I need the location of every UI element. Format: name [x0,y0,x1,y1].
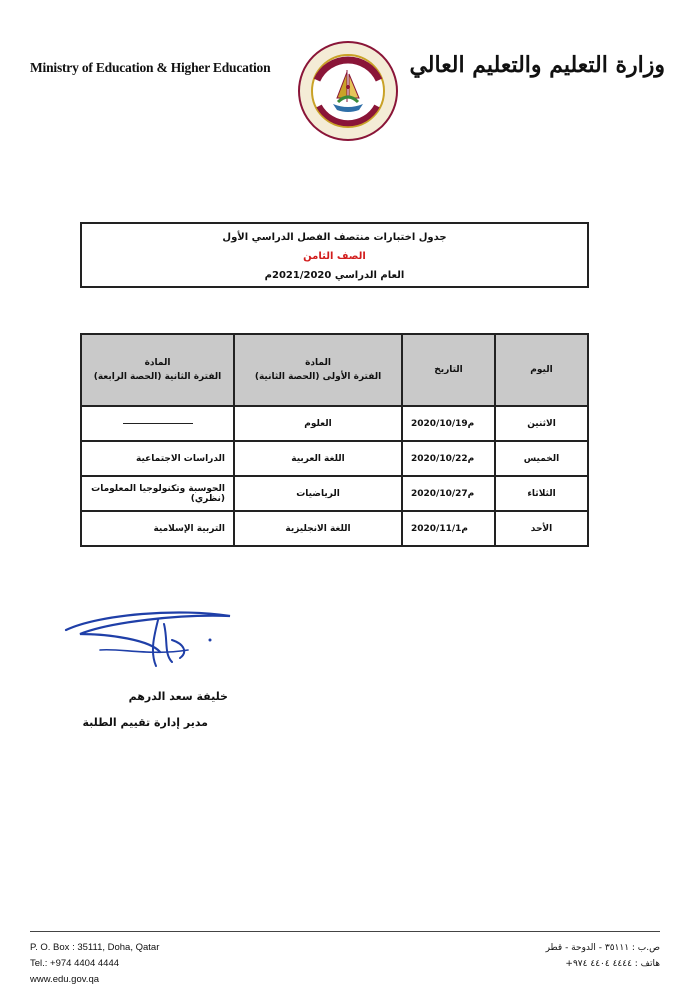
academic-year: العام الدراسي 2021/2020م [264,270,405,281]
cell-date: 2020/11/1م [402,511,495,546]
cell-period-2-empty [81,406,234,441]
cell-day: الأحد [495,511,588,546]
footer-pobox-ar: ص.ب : ٣٥١١١ - الدوحة - قطر [545,943,660,953]
footer-website: www.edu.gov.qa [30,974,100,985]
table-row [81,441,588,476]
cell-day: الاثنين [495,406,588,441]
footer-divider [30,931,660,932]
cell-period-2: الحوسبة وتكنولوجيا المعلومات (نظري) [81,476,234,511]
cell-date: 2020/10/27م [402,476,495,511]
header-period-2 [81,334,234,406]
cell-period-1: اللغة الانجليزية [234,511,402,546]
table-header-row [81,334,588,406]
empty-dash [123,423,193,424]
cell-date: 2020/10/22م [402,441,495,476]
cell-date: 2020/10/19م [402,406,495,441]
table-row [81,406,588,441]
exam-title: جدول اختبارات منتصف الفصل الدراسي الأول [222,232,447,243]
cell-period-1: اللغة العربية [234,441,402,476]
footer-tel-en: Tel.: +974 4404 4444 [30,958,120,969]
grade-label: الصف الثامن [303,251,366,262]
footer-tel-ar: هاتف : ٤٤٤٤ ٤٤٠٤ ٩٧٤+ [565,959,660,969]
table-row [81,476,588,511]
exam-title-box [80,222,589,288]
header-period-1-label: الفترة الأولى (الحصة الثانية) [254,372,382,382]
ministry-name-ar: وزارة التعليم والتعليم العالي [409,52,665,78]
qatar-emblem-logo [297,40,399,142]
header-period-2-label: الفترة الثانية (الحصة الرابعة) [93,372,222,382]
ministry-name-en: Ministry of Education & Higher Education [30,60,271,75]
cell-period-2: الدراسات الاجتماعية [81,441,234,476]
footer-pobox-en: P. O. Box : 35111, Doha, Qatar [30,942,160,953]
header-period-2-subject: المادة [144,358,171,368]
cell-day: الثلاثاء [495,476,588,511]
exam-schedule-table [80,333,589,547]
signatory-name: خليفة سعد الدرهم [128,690,228,703]
header-date: التاريخ [402,334,495,406]
header-day: اليوم [495,334,588,406]
header-period-1 [234,334,402,406]
handwritten-signature [60,600,235,675]
cell-period-1: العلوم [234,406,402,441]
header-period-1-subject: المادة [305,358,331,368]
cell-day: الخميس [495,441,588,476]
footer-contact-ar [546,940,660,972]
cell-period-2: التربية الإسلامية [81,511,234,546]
table-row [81,511,588,546]
signatory-title: مدير إدارة تقييم الطلبة [82,716,208,729]
footer-contact-en [30,940,159,988]
cell-period-1: الرياضيات [234,476,402,511]
